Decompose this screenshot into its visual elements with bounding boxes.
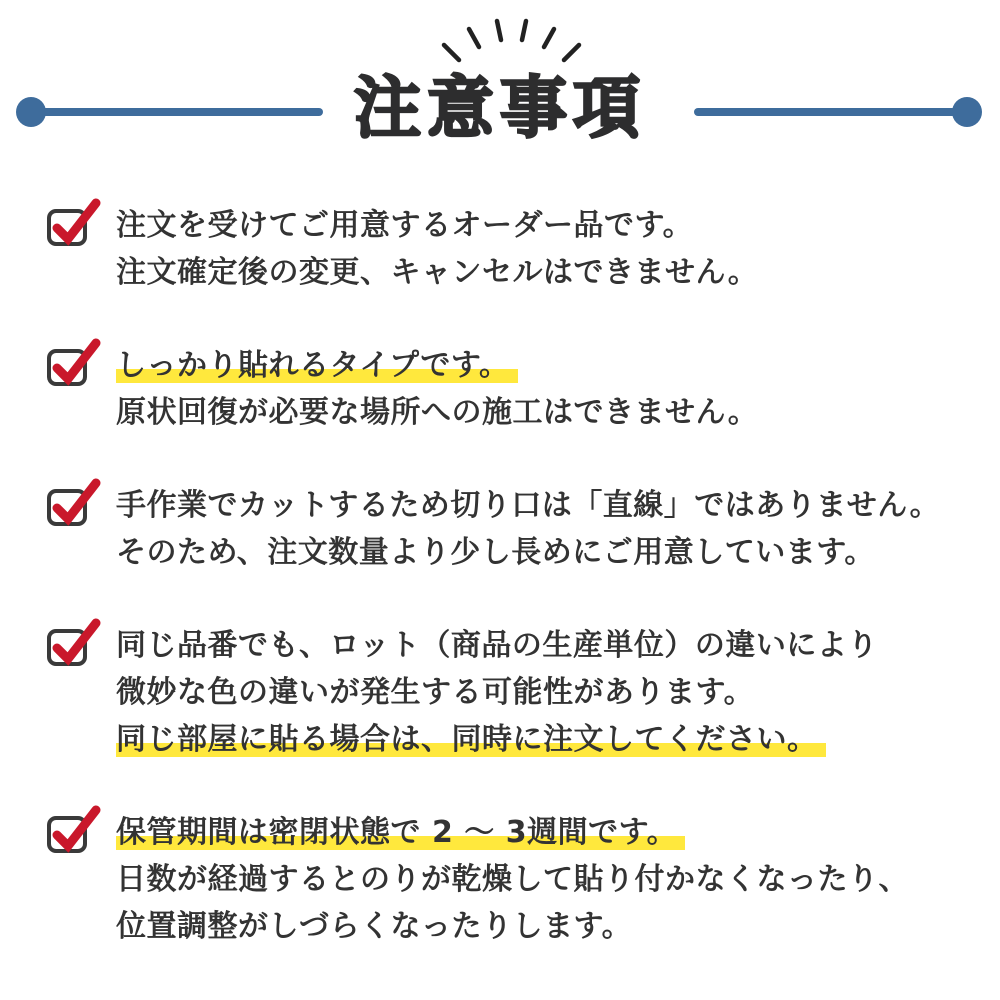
notice-line: 微妙な色の違いが発生する可能性があります。 [116,675,755,710]
notice-line: 同じ品番でも、ロット（商品の生産単位）の違いにより [116,628,878,663]
list-item [46,809,1000,950]
notice-line: 注文を受けてご用意するオーダー品です。 [116,208,694,243]
page-title: 注意事項 [354,69,646,147]
header [0,0,1000,196]
checked-checkbox-icon [46,478,102,530]
notice-line [116,342,758,389]
divider-line-right [694,108,970,116]
checkmark-icon [57,343,96,379]
list-item [46,482,1000,576]
list-item-text [116,342,758,436]
notice-line [116,809,909,856]
emphasis-burst-icon [430,12,590,67]
highlighted-text: 同じ部屋に貼る場合は、同時に注文してください。 [116,722,826,757]
notice-line: そのため、注文数量より少し長めにご用意しています。 [116,535,875,570]
checked-checkbox-icon [46,198,102,250]
highlighted-text: しっかり貼れるタイプです。 [116,348,518,383]
list-item [46,202,1000,296]
list-item-text [116,202,758,296]
notice-line: 手作業でカットするため切り口は「直線」ではありません。 [116,488,941,523]
divider-dot-right [952,97,982,127]
checkmark-icon [57,623,96,659]
list-item [46,342,1000,436]
checked-checkbox-icon [46,338,102,390]
checked-checkbox-icon [46,805,102,857]
list-item-text [116,809,909,950]
checkmark-icon [57,810,96,846]
notice-line: 位置調整がしづらくなったりします。 [116,909,633,944]
list-item-text [116,482,940,576]
notice-line [116,716,878,763]
notice-line: 注文確定後の変更、キャンセルはできません。 [116,255,759,290]
list-item-text [116,622,878,763]
checkmark-icon [57,203,96,239]
notice-line: 原状回復が必要な場所への施工はできません。 [116,395,759,430]
list-item [46,622,1000,763]
checked-checkbox-icon [46,618,102,670]
checkmark-icon [57,483,96,519]
highlighted-text: 保管期間は密閉状態で 2 ～ 3週間です。 [116,815,685,850]
notice-list [0,202,1000,950]
notice-line: 日数が経過するとのりが乾燥して貼り付かなくなったり、 [116,862,909,897]
